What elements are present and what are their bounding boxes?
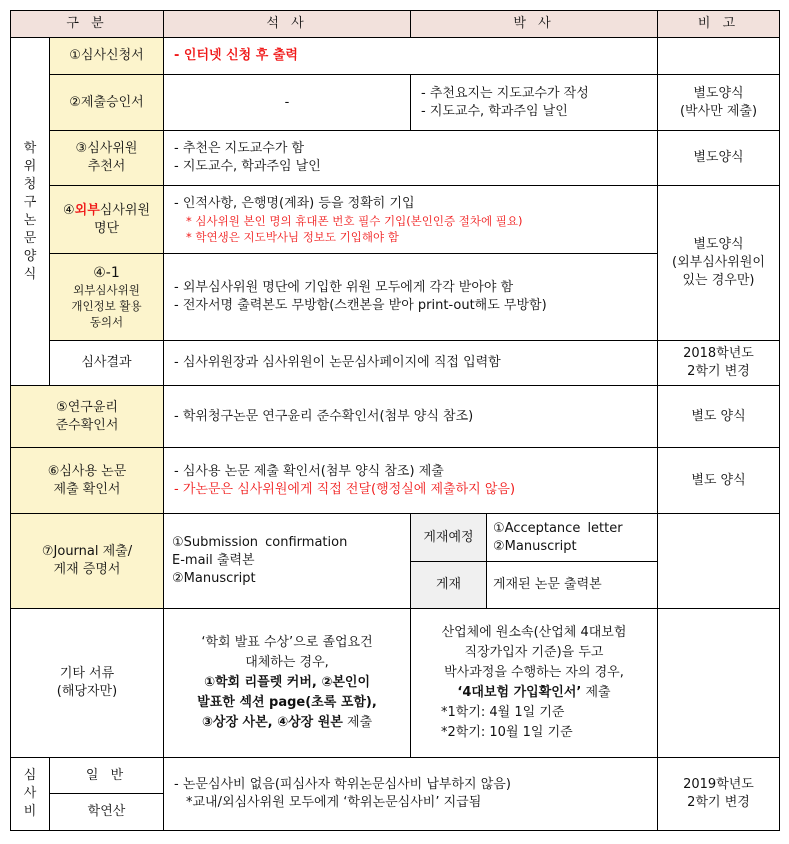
remarks-line: (외부심사위원이 [672,255,765,270]
label-external-highlight: 외부 [74,202,100,218]
row-label-approval: ②제출승인서 [50,75,164,131]
other-documents-masters [164,609,411,758]
content-line-bold: ①학회 리플렛 커버, ②본인이 [203,675,371,690]
journal-masters [164,514,411,609]
group-char: 청 [23,176,37,192]
content-line: E-mail 출력본 [172,553,255,568]
label-line: 외부심사위원 [73,283,140,297]
group-char: 위 [23,158,37,174]
remarks-line: 2019학년도 [683,777,754,792]
content-line: - 심사용 논문 제출 확인서(첨부 양식 참조) 제출 [174,463,444,479]
label-line: ④-1 [93,265,120,281]
label-line: 동의서 [89,315,124,329]
label-line: 추천서 [87,159,126,174]
approval-remarks [658,75,780,131]
content-line: ①Acceptance letter [493,520,623,536]
review-thesis-confirmation-content [164,448,658,514]
bold-fragment: ‘4대보험 가입확인서’ [457,685,582,700]
label-line: 기타 서류 [59,666,115,681]
research-ethics-content: - 학위청구논문 연구윤리 준수확인서(첨부 양식 참조) [164,386,658,448]
content-line: - 추천은 지도교수가 함 [174,141,305,156]
header-doctoral: 박 사 [411,11,658,38]
row-label-other-documents [11,609,164,758]
remarks-line: (박사만 제출) [679,103,758,119]
label-prefix: ④ [62,202,75,218]
content-line: - 인적사항, 은행명(계좌) 등을 정확히 기입 [174,195,415,211]
application-remarks [658,38,780,75]
group-char: 양 [23,248,37,264]
content-line: *교내/외심사위원 모두에게 ‘학위논문심사비’ 지급됨 [186,795,482,810]
remarks-line: 별도양식 [693,237,744,252]
journal-published-content: 게재된 논문 출력본 [487,562,658,609]
label-line: ⑦Journal 제출/ [41,544,133,559]
content-line: - 외부심사위원 명단에 기입한 위원 모두에게 각각 받아야 함 [174,280,514,295]
group-char: 비 [23,804,37,819]
remarks-line: 2018학년도 [683,346,754,361]
bold-fragment: ③상장 사본, ④상장 원본 [201,715,343,730]
row-label-external-committee-list [50,186,164,254]
privacy-consent-content [164,254,658,341]
red-note: - 가논문은 심사위원에게 직접 전달(행정실에 제출하지 않음) [174,481,516,497]
approval-doctoral-line: - 추천요지는 지도교수가 작성 [421,85,589,101]
label-line: ⑥심사용 논문 [47,463,127,479]
label-line: 준수확인서 [55,417,119,433]
label-suffix: 심사위원 [99,202,150,218]
label-line [50,202,163,220]
review-result-remarks [658,341,780,386]
content-line: ②Manuscript [493,538,577,554]
external-committee-list-content [164,186,658,254]
content-note: *2학기: 10월 1일 기준 [441,725,573,740]
content-line-bold: 발표한 섹션 page(초록 포함), [197,695,377,710]
review-result-content: - 심사위원장과 심사위원이 논문심사페이지에 직접 입력함 [164,341,658,386]
group-char: 구 [23,194,37,210]
group-char: 심 [23,768,37,783]
content-line: ‘학회 발표 수상’으로 졸업요건 [201,635,373,650]
content-line: 대체하는 경우, [245,655,329,670]
row-label-journal [11,514,164,609]
label-line: ③심사위원 [75,141,138,156]
label-line: 게재 증명서 [53,562,121,577]
label-line: 개인정보 활용 [71,299,142,313]
red-note: * 심사위원 본인 명의 휴대폰 번호 필수 기입(본인인증 절차에 필요) [186,213,523,228]
content-line: ②Manuscript [172,571,256,586]
group-char: 사 [23,786,37,801]
label-line: 명단 [93,220,120,236]
committee-recommendation-content [164,131,658,186]
plain-fragment: 제출 [581,685,611,700]
content-line: - 지도교수, 학과주임 날인 [174,159,321,174]
content-line [411,683,657,703]
red-note: * 학연생은 지도박사님 정보도 기입해야 함 [186,229,399,244]
application-content: - 인터넷 신청 후 출력 [164,38,658,75]
group-char: 문 [23,230,37,246]
fee-sub-industry-academia: 학연산 [50,794,164,831]
label-line: (해당자만) [56,684,118,699]
remarks-line: 2학기 변경 [687,795,750,810]
row-label-committee-recommendation [50,131,164,186]
label-line: 제출 확인서 [53,481,121,497]
remarks-line: 있는 경우만) [682,273,755,288]
content-line: 산업체에 원소속(산업체 4대보험 [441,625,627,640]
content-line: - 전자서명 출력본도 무방함(스캔본을 받아 print-out해도 무방함) [174,298,547,313]
journal-remarks [658,514,780,609]
group-char: 논 [23,212,37,228]
content-line: ①Submission confirmation [172,535,348,550]
approval-masters: - [164,75,411,131]
group-char: 식 [23,266,37,282]
content-note: *1학기: 4월 1일 기준 [441,705,565,720]
group-review-fee-label [11,758,50,831]
research-ethics-remarks: 별도 양식 [658,386,780,448]
journal-scheduled-label: 게재예정 [411,514,487,562]
remarks-line: 2학기 변경 [687,364,750,379]
row-label-review-thesis-confirmation [11,448,164,514]
group-thesis-forms-label [11,38,50,386]
other-documents-doctoral [411,609,658,758]
review-fee-remarks [658,758,780,831]
content-line: 박사과정을 수행하는 자의 경우, [444,665,624,680]
journal-scheduled-content [487,514,658,562]
external-committee-remarks [658,186,780,341]
row-label-research-ethics [11,386,164,448]
group-char: 학 [23,140,37,156]
other-documents-remarks [658,609,780,758]
approval-doctoral-line: - 지도교수, 학과주임 날인 [421,103,568,119]
label-line: ⑤연구윤리 [56,399,118,415]
committee-recommendation-remarks: 별도양식 [658,131,780,186]
content-line: 직장가입자 기준)을 두고 [464,645,604,660]
review-thesis-confirmation-remarks: 별도 양식 [658,448,780,514]
content-line [164,713,410,733]
plain-fragment: 제출 [342,715,373,730]
remarks-line: 별도양식 [693,85,744,101]
row-label-review-result: 심사결과 [50,341,164,386]
fee-sub-general: 일 반 [50,758,164,794]
header-masters: 석 사 [164,11,411,38]
row-label-privacy-consent [50,254,164,341]
header-category: 구 분 [11,11,164,38]
review-fee-content [164,758,658,831]
header-remarks: 비 고 [658,11,780,38]
thesis-submission-table [10,10,780,831]
journal-published-label: 게재 [411,562,487,609]
content-line: - 논문심사비 없음(피심사자 학위논문심사비 납부하지 않음) [174,777,511,792]
approval-doctoral [411,75,658,131]
row-label-application: ①심사신청서 [50,38,164,75]
